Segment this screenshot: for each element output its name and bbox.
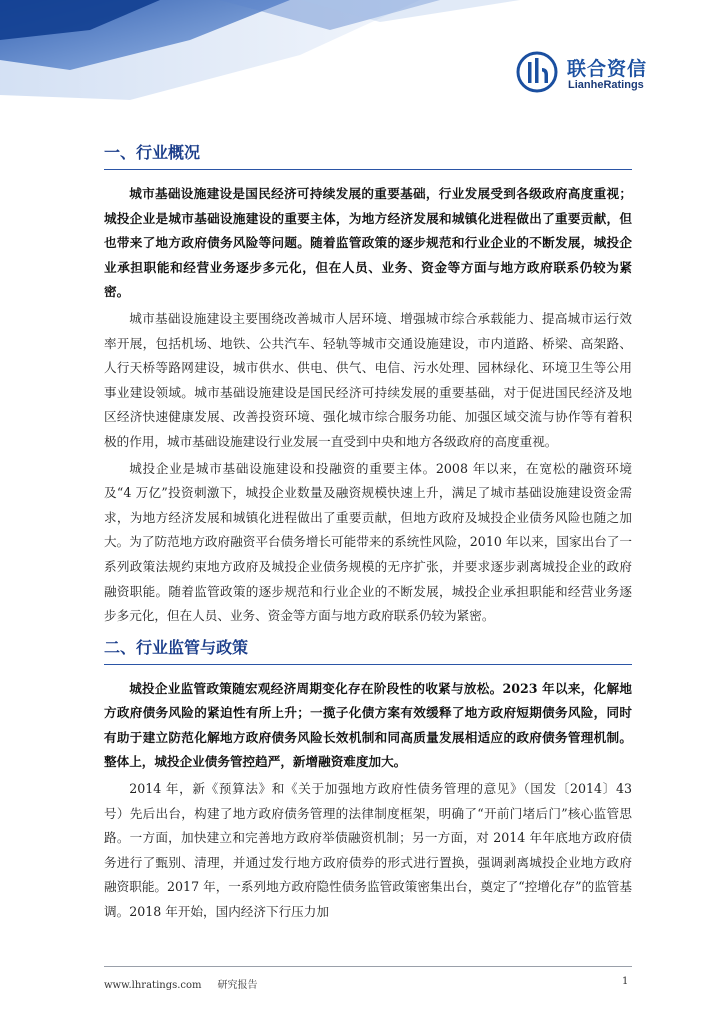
brand-name-cn: 联合资信	[567, 58, 648, 80]
body-paragraph: 城市基础设施建设主要围绕改善城市人居环境、增强城市综合承载能力、提高城市运行效率开展，包括机场、地铁、公共汽车、轻轨等城市交通设施建设，市内道路、桥梁、高架路、人行天桥等路网建设，城市供水、供电、供气、电信、污水处理、园林绿化、环境卫生等公用事业建设领域。城市基础设施建设是国民经济可持续发展的重要基础，对于促进国民经济及地区经济快速健康发展、改善投资环境、强化城市综合服务功能、加强区域交流与协作等有着积极的作用，城市基础设施建设行业发展一直受到中央和地方各级政府的高度重视。	[104, 310, 632, 449]
footer-info	[104, 976, 257, 991]
section-heading	[104, 635, 632, 669]
summary-paragraph: 城市基础设施建设是国民经济可持续发展的重要基础，行业发展受到各级政府高度重视；城投企业是城市基础设施建设的重要主体，为地方经济发展和城镇化进程做出了重要贡献，但也带来了地方政府债务风险等问题。随着监管政策的逐步规范和行业企业的不断发展，城投企业承担职能和经营业务逐步多元化，但在人员、业务、资金等方面与地方政府联系仍较为紧密。	[104, 186, 632, 300]
report-body	[104, 140, 632, 927]
heading-divider	[104, 664, 632, 665]
body-paragraph: 2014 年，新《预算法》和《关于加强地方政府性债务管理的意见》（国发〔2014〕43 号）先后出台，构建了地方政府债务管理的法律制度框架，明确了“开前门堵后门”核心监管思路。一方面，加快建立和完善地方政府举债融资机制；另一方面，对 2014 年年底地方政府债务进行了甄别、清理，并通过发行地方政府债券的形式进行置换，强调剥离城投企业地方政府融资职能。2017 年，一系列地方政府隐性债务监管政策密集出台，奠定了“控增化存”的监管基调。2018 年开始，国内经济下行压力加	[104, 781, 632, 920]
brand-name-en: LianheRatings	[568, 79, 644, 91]
lianhe-logo-icon	[515, 50, 559, 94]
summary-paragraph: 城投企业监管政策随宏观经济周期变化存在阶段性的收紧与放松。2023 年以来，化解地方政府债务风险的紧迫性有所上升；一揽子化债方案有效缓释了地方政府短期债务风险，同时有助于建立防范化解地方政府债务风险长效机制和同高质量发展相适应的政府债务管理机制。整体上，城投企业债务管控趋严，新增融资难度加大。	[104, 680, 632, 770]
section-title: 一、行业概况	[104, 143, 201, 162]
footer-divider	[104, 966, 632, 967]
brand-logo	[515, 50, 695, 100]
page-number: 1	[622, 976, 629, 987]
section-heading	[104, 140, 632, 174]
section-title: 二、行业监管与政策	[104, 637, 249, 657]
body-paragraph: 城投企业是城市基础设施建设和投融资的重要主体。2008 年以来，在宽松的融资环境及“4 万亿”投资刺激下，城投企业数量及融资规模快速上升，满足了城市基础设施建设资金需求，为地方经济发展和城镇化进程做出了重要贡献，但地方政府及城投企业债务风险也随之加大。为了防范地方政府融资平台债务增长可能带来的系统性风险，2010 年以来，国家出台了一系列政策法规约束地方政府及城投企业债务规模的无序扩张，并要求逐步剥离城投企业的政府融资职能。随着监管政策的逐步规范和行业企业的不断发展，城投企业承担职能和经营业务逐步多元化，但在人员、业务、资金等方面与地方政府联系仍较为紧密。	[104, 460, 632, 624]
heading-divider	[104, 169, 632, 170]
footer-doc-type: 研究报告	[217, 980, 258, 991]
footer-website[interactable]: www.lhratings.com	[104, 980, 202, 991]
